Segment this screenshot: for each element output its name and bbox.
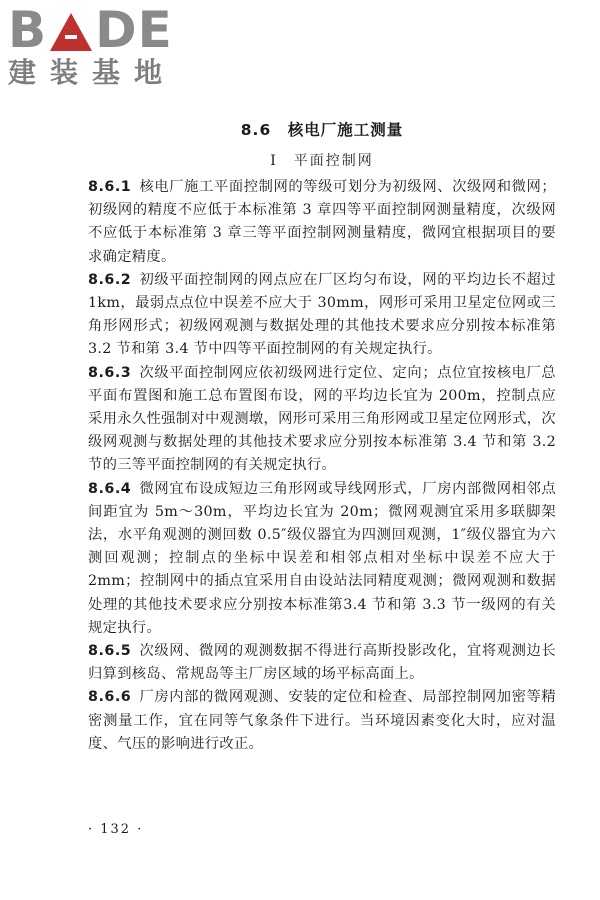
clause-number: 8.6.4 — [88, 480, 132, 497]
clause-paragraph — [88, 640, 556, 686]
clause-number: 8.6.2 — [88, 271, 132, 288]
clause-text: 核电厂施工平面控制网的等级可划分为初级网、次级网和微网；初级网的精度不应低于本标准第 3 章四等平面控制网测量精度，次级网不应低于本标准第 3 章三等平面控制网测量精度，微网宜根据项目的要求确定精度。 — [88, 179, 556, 265]
clause-paragraph — [88, 176, 556, 269]
section-subtitle: Ⅰ 平面控制网 — [270, 153, 374, 169]
clause-number: 8.6.6 — [88, 689, 132, 706]
clause-paragraph — [88, 478, 556, 640]
clause-text: 次级网、微网的观测数据不得进行高斯投影改化，宜将观测边长归算到核岛、常规岛等主厂房区域的场平标高面上。 — [88, 643, 556, 683]
clause-paragraph — [88, 269, 556, 362]
clause-text: 厂房内部的微网观测、安装的定位和检查、局部控制网加密等精密测量工作，宜在同等气象条件下进行。当环境因素变化大时，应对温度、气压的影响进行改正。 — [88, 689, 556, 752]
clause-text: 次级平面控制网应依初级网进行定位、定向；点位宜按核电厂总平面布置图和施工总布置图布设，网的平均边长宜为 200m，控制点应采用永久性强制对中观测墩，网形可采用三角形网或卫星定位网形式，次级网观测与数据处理的其他技术要求应分别按本标准第 3.4 节和第 3.2 节的三等平面控制网的有关规定执行。 — [88, 364, 556, 474]
clause-number: 8.6.1 — [88, 179, 132, 195]
clause-text: 微网宜布设成短边三角形网或导线网形式，厂房内部微网相邻点间距宜为 5m～30m，平均边长宜为 20m；微网观测宜采用多联脚架法，水平角观测的测回数 0.5″级仪器宜为四测回观测，1″级仪器宜为六测回观测；控制点的坐标中误差和相邻点相对坐标中误差不应大于 2mm；控制网中的插点宜采用自由设站法同精度观测；微网观测和数据处理的其他技术要求应分别按本标准第3.4 节和第 3.3 节一级网的有关规定执行。 — [88, 480, 556, 636]
logo-triangle-icon — [50, 13, 92, 51]
clause-text: 初级平面控制网的网点应在厂区均匀布设，网的平均边长不超过 1km，最弱点点位中误差不应大于 30mm，网形可采用卫星定位网或三角形网形式；初级网观测与数据处理的其他技术要求应分别按本标准第 3.2 节和第 3.4 节中四等平面控制网的有关规定执行。 — [88, 271, 556, 358]
page-number: · 132 · — [88, 822, 144, 837]
bade-logo — [8, 1, 177, 90]
logo-text-after: DE — [95, 1, 173, 59]
clause-number: 8.6.3 — [88, 364, 132, 381]
clause-number: 8.6.5 — [88, 643, 132, 660]
logo-wordmark — [8, 1, 176, 59]
clause-paragraph — [88, 362, 556, 478]
section-title: 8.6 核电厂施工测量 — [240, 121, 404, 139]
document-body — [88, 112, 556, 756]
logo-subtitle: 建装基地 — [8, 56, 177, 89]
clause-paragraph — [88, 686, 556, 756]
logo-text-before: B — [8, 1, 48, 59]
